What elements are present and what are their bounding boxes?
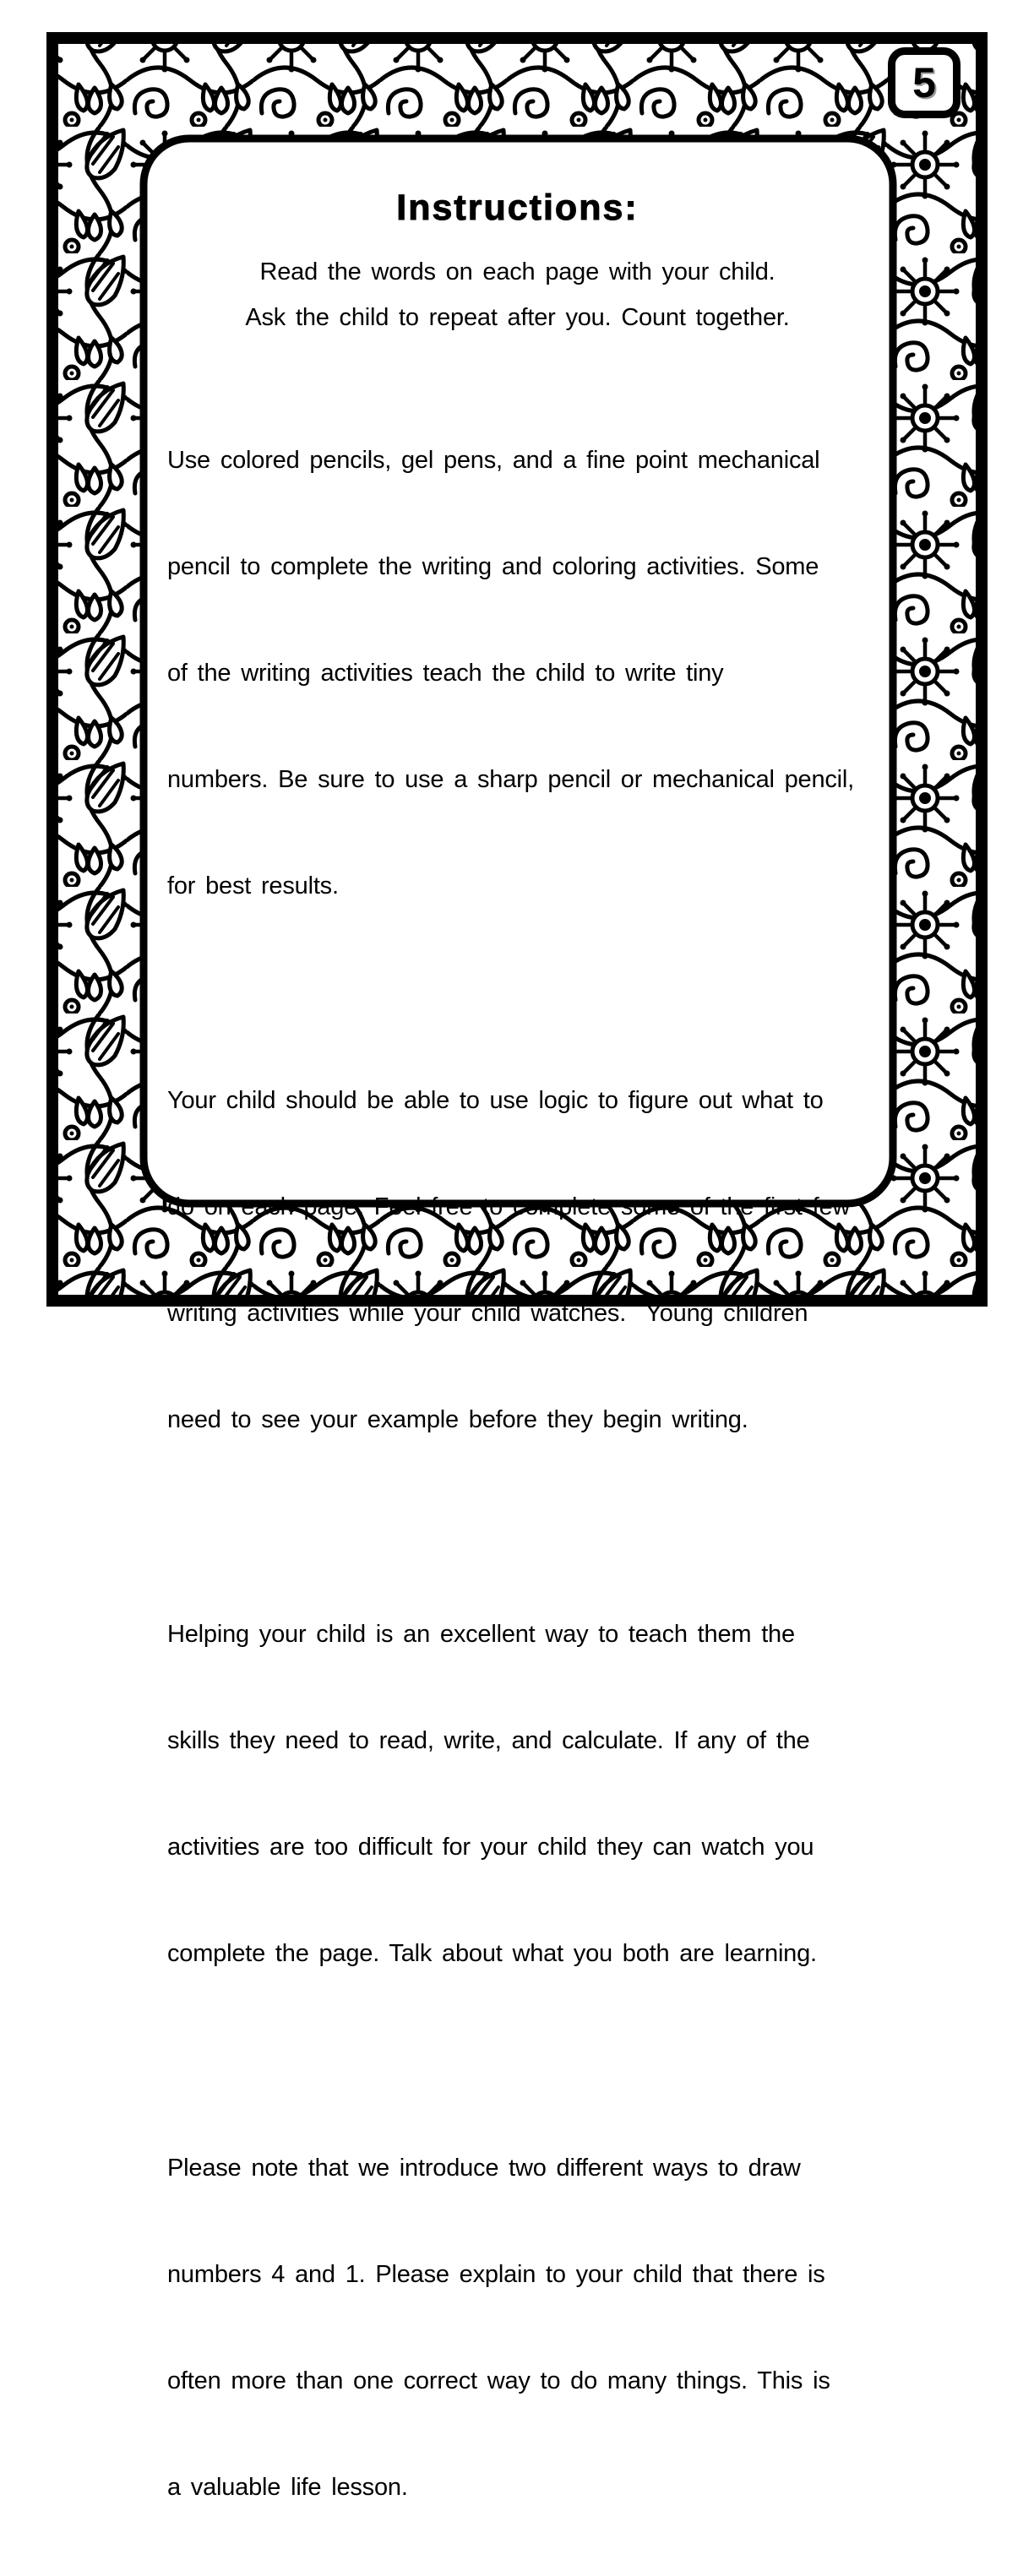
text-line: Use colored pencils, gel pens, and a fine point mechanical: [167, 447, 820, 474]
text-line: numbers 4 and 1. Please explain to your child that there is: [167, 2261, 825, 2288]
text-line: activities are too difficult for your child they can watch you: [167, 1834, 814, 1861]
paragraph-materials: [167, 372, 868, 975]
intro-line-2: Ask the child to repeat after you. Count together.: [245, 304, 790, 331]
page-title: Instructions:: [396, 187, 639, 228]
page-number: 5: [912, 59, 936, 106]
text-line: of the writing activities teach the child to write tiny: [167, 660, 724, 687]
text-line: Please note that we introduce two different ways to draw: [167, 2155, 801, 2182]
paragraph-helping: [167, 1546, 868, 2042]
text-line: numbers. Be sure to use a sharp pencil or mechanical pencil,: [167, 766, 855, 793]
text-line: a valuable life lesson.: [167, 2474, 408, 2501]
instructions-panel: [144, 139, 893, 2501]
text-line: complete the page. Talk about what you both are learning.: [167, 1940, 817, 1967]
page-number-badge: [888, 47, 961, 118]
paragraph-logic: [167, 1012, 868, 1508]
text-line: need to see your example before they begin writing.: [167, 1406, 748, 1433]
text-line: skills they need to read, write, and calculate. If any of the: [167, 1727, 810, 1754]
text-line: for best results.: [167, 872, 339, 899]
text-line: pencil to complete the writing and coloring activities. Some: [167, 553, 819, 580]
text-line: do on each page. Feel free to complete some of the first few: [167, 1193, 851, 1220]
intro-line-1: Read the words on each page with your child.: [259, 258, 776, 285]
text-line: Your child should be able to use logic to figure out what to: [167, 1087, 824, 1114]
text-line: often more than one correct way to do many things. This is: [167, 2367, 830, 2394]
text-line: writing activities while your child watches. Young children: [167, 1300, 808, 1327]
text-line: Helping your child is an excellent way to teach them the: [167, 1621, 795, 1648]
paragraph-number-styles: [167, 2079, 868, 2576]
